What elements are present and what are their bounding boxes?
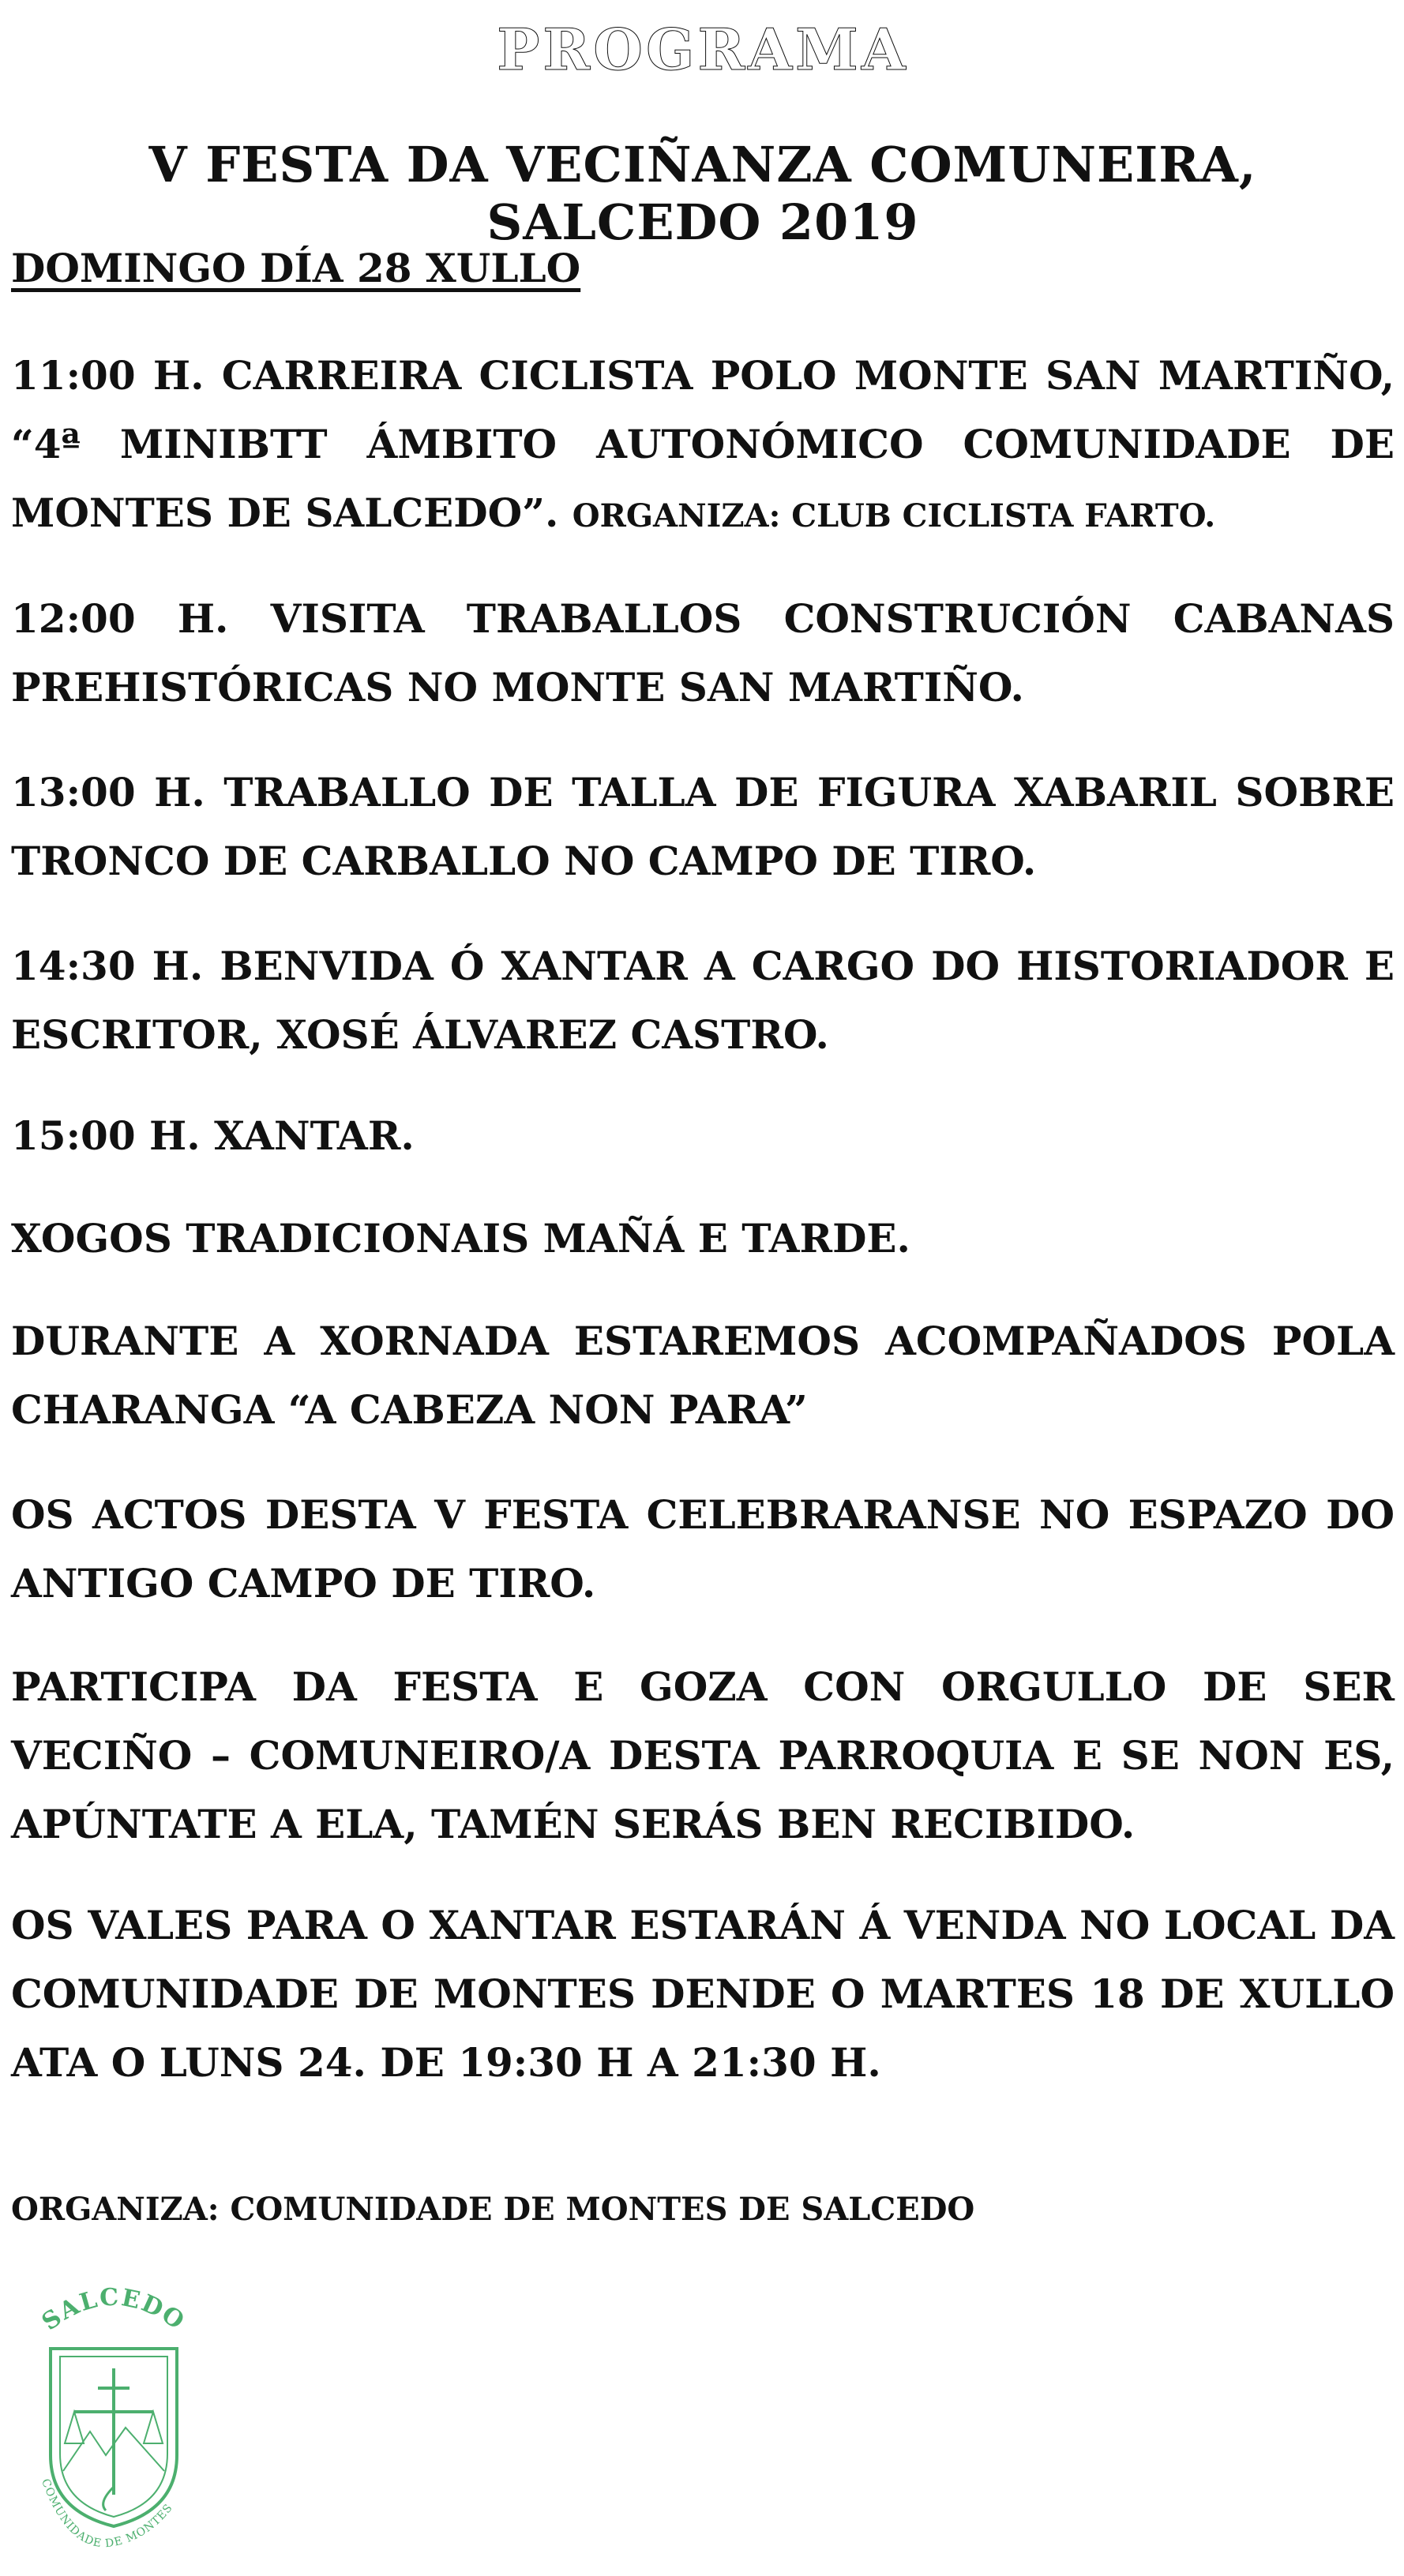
page-title: PROGRAMA bbox=[497, 16, 909, 83]
svg-text:SALCEDO bbox=[37, 2284, 190, 2337]
program-item-6: XOGOS TRADICIONAIS MAÑÁ E TARDE. bbox=[11, 1215, 910, 1262]
program-item-10: OS VALES PARA O XANTAR ESTARÁN Á VENDA NO LOCAL DA COMUNIDADE DE MONTES DENDE O MARTES 18 DE XULLO ATA O LUNS 24. DE 19:30 H A 21:30 H. bbox=[11, 1902, 1395, 2086]
program-item-4: 14:30 H. BENVIDA Ó XANTAR A CARGO DO HISTORIADOR E ESCRITOR, XOSÉ ÁLVAREZ CASTRO. bbox=[11, 943, 1395, 1058]
program-item-9: PARTICIPA DA FESTA E GOZA CON ORGULLO DE SER VECIÑO – COMUNEIRO/A DESTA PARROQUIA E SE NON ES, APÚNTATE A ELA, TAMÉN SERÁS BEN RECIBIDO. bbox=[11, 1663, 1395, 1847]
event-day-heading: DOMINGO DÍA 28 XULLO bbox=[11, 245, 581, 291]
program-item-7: DURANTE A XORNADA ESTAREMOS ACOMPAÑADOS POLA CHARANGA “A CABEZA NON PARA” bbox=[11, 1318, 1395, 1433]
logo-bottom-text: COMUNIDADE DE MONTES bbox=[38, 2477, 176, 2551]
program-item-3: 13:00 H. TRABALLO DE TALLA DE FIGURA XABARIL SOBRE TRONCO DE CARBALLO NO CAMPO DE TIRO. bbox=[11, 769, 1395, 884]
program-item-2: 12:00 H. VISITA TRABALLOS CONSTRUCIÓN CABANAS PREHISTÓRICAS NO MONTE SAN MARTIÑO. bbox=[11, 595, 1395, 711]
event-subtitle: V FESTA DA VECIÑANZA COMUNEIRA, SALCEDO 2019 bbox=[148, 136, 1257, 251]
logo-top-text: SALCEDO bbox=[36, 2283, 190, 2337]
program-item-5: 15:00 H. XANTAR. bbox=[11, 1112, 415, 1159]
program-item-1-text: 11:00 H. CARREIRA CICLISTA POLO MONTE SAN MARTIÑO, “4ª MINIBTT ÁMBITO AUTONÓMICO COMUNIDADE DE MONTES DE SALCEDO”. bbox=[11, 352, 1395, 536]
organizer-footer: ORGANIZA: COMUNIDADE DE MONTES DE SALCEDO bbox=[11, 2191, 975, 2228]
program-item-8: OS ACTOS DESTA V FESTA CELEBRARANSE NO ESPAZO DO ANTIGO CAMPO DE TIRO. bbox=[11, 1491, 1395, 1607]
program-item-1 bbox=[11, 341, 1395, 550]
program-item-1-organizer: ORGANIZA: CLUB CICLISTA FARTO. bbox=[572, 497, 1216, 534]
salcedo-logo bbox=[19, 2274, 208, 2558]
